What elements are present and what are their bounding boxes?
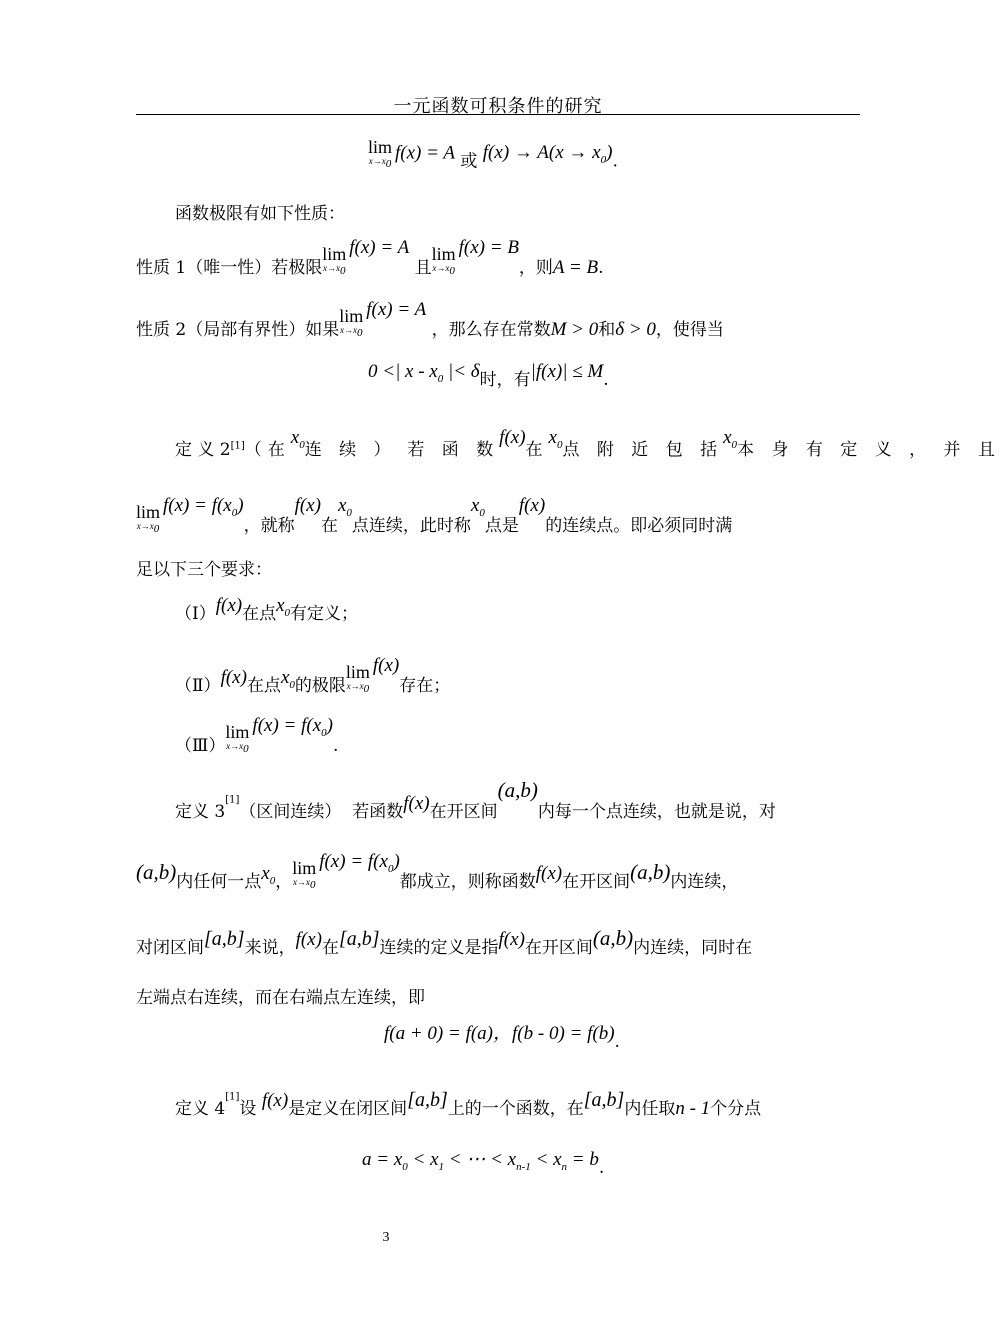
property-2: 性质 2（局部有界性）如果 lim $x\to x_0$ f(x) = A ，那么存在常数M > 0和δ > 0，使得当 bbox=[136, 299, 724, 340]
citation: [1] bbox=[225, 1091, 240, 1103]
page-header-title: 一元函数可积条件的研究 bbox=[393, 96, 603, 117]
condition-2: （Ⅱ）f(x)在点$x_0$的极限 lim $x\to x_0$ f(x)存在； bbox=[175, 655, 451, 696]
definition-3-line1: 定义 3[1]（区间连续） 若函数f(x)在开区间(a,b)内每一个点连续，也就是说，对 bbox=[175, 778, 776, 822]
definition-2-line2: lim $x\to x_0$ $f(x) = f(x_0)$，就称f(x)在$x_0$点连续，此时称$x_0$点是f(x)的连续点。即必须同时满 bbox=[136, 495, 733, 536]
definition-3-line3: 对闭区间[a,b]来说，f(x)在[a,b]连续的定义是指f(x)在开区间(a,b)内连续，同时在 bbox=[136, 926, 753, 958]
definition-2-line1: 定 义 2[1]（在$x_0$连 续 ） 若 函 数f(x)在$x_0$点 附 近 包 括$x_0$本 身 有 定 义 ， 并 且 bbox=[175, 427, 1001, 460]
paragraph-three-requirements: 足以下三个要求： bbox=[136, 560, 272, 580]
property-1: 性质 1（唯一性）若极限 lim $x\to x_0$ f(x) = A 且 lim $x\to x_0$ f(x) = B，则A = B. bbox=[136, 237, 604, 278]
formula-limit-definition: lim $x\to x_0$ f(x) = A 或 $f(x) \to A(x \to x_0)$. bbox=[368, 137, 618, 172]
limit-operator: lim $x\to x_0$ bbox=[368, 137, 393, 170]
paragraph-props-intro: 函数极限有如下性质： bbox=[175, 204, 345, 224]
formula-part: f(x) = A bbox=[395, 142, 455, 164]
formula-part: $f(x) \to A(x \to x_0)$ bbox=[482, 142, 613, 167]
citation: [1] bbox=[225, 794, 240, 806]
definition-3-line2: (a,b)内任何一点$x_0$， lim $x\to x_0$ $f(x) = f(x_0)$都成立，则称函数f(x)在开区间(a,b)内连续， bbox=[136, 851, 739, 892]
condition-3: （Ⅲ） lim $x\to x_0$ $f(x) = f(x_0)$. bbox=[175, 715, 339, 756]
condition-1: （Ⅰ）f(x)在点$x_0$有定义； bbox=[175, 595, 359, 624]
formula-partition: $a = x_0 < x_1$ < ⋯ < $x_{n-1} < x_n = b$. bbox=[362, 1149, 605, 1178]
definition-4-line1: 定义 4[1]设 f(x)是定义在闭区间[a,b]上的一个函数，在[a,b]内任取n - 1个分点 bbox=[175, 1089, 762, 1119]
header-rule bbox=[136, 114, 860, 115]
page-number: 3 bbox=[382, 1230, 390, 1245]
formula-bounded: 0 <| x - $x_0$ |< δ时，有|f(x)| ≤ M. bbox=[368, 361, 609, 390]
citation: [1] bbox=[230, 440, 245, 452]
text-or: 或 bbox=[460, 151, 478, 172]
definition-3-line4: 左端点右连续，而在右端点左连续，即 bbox=[136, 988, 425, 1008]
formula-endpoint-continuity: f(a + 0) = f(a)，f(b - 0) = f(b). bbox=[384, 1023, 620, 1052]
